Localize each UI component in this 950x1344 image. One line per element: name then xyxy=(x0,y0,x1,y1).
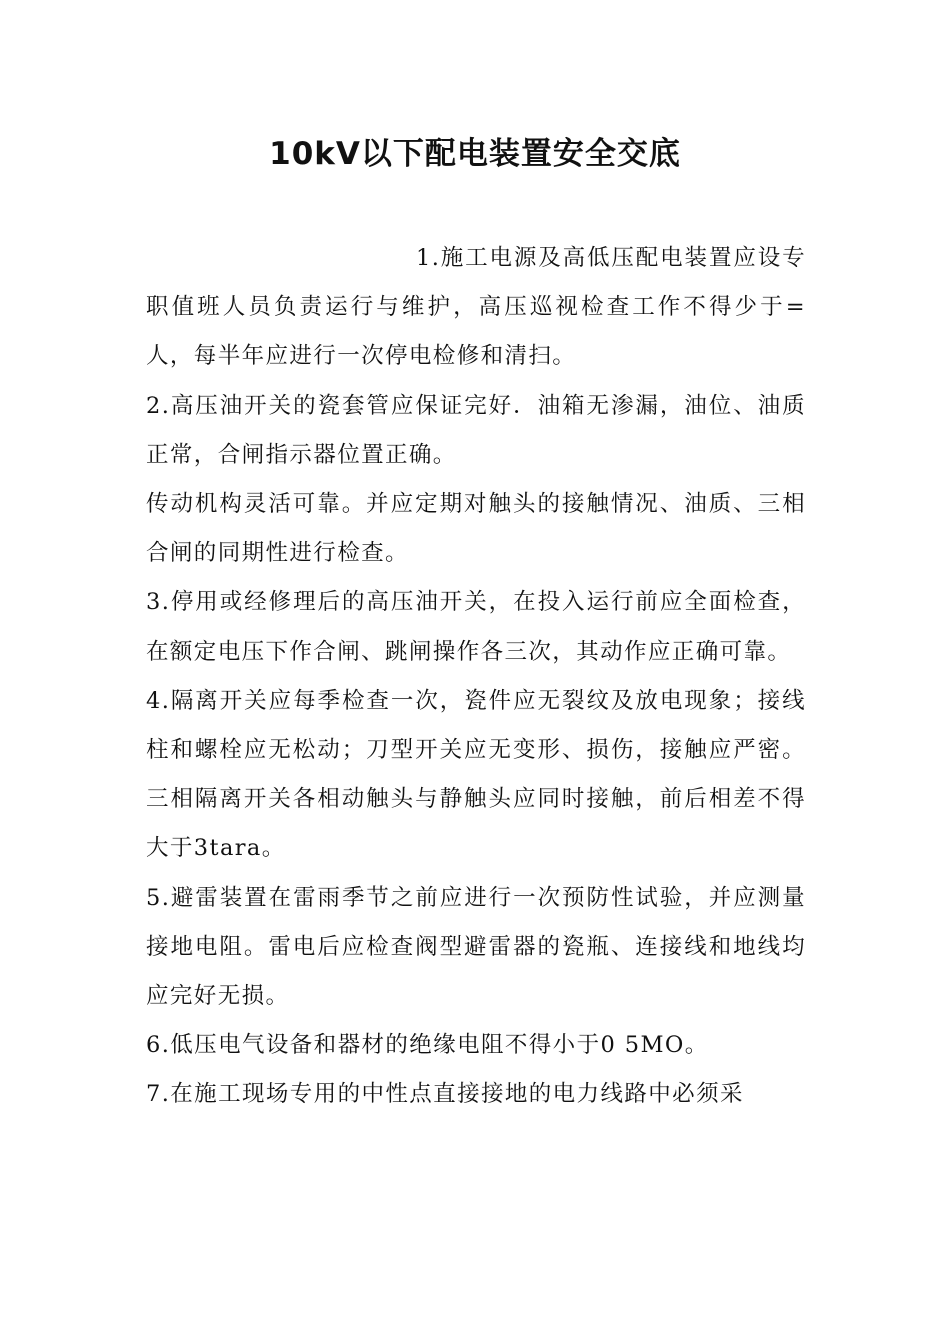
paragraph-2: 2.高压油开关的瓷套管应保证完好．油箱无渗漏，油位、油质正常，合闸指示器位置正确。 xyxy=(146,392,806,468)
paragraph-7: 6.低压电气设备和器材的绝缘电阻不得小于0 5MO。 xyxy=(146,1032,709,1059)
paragraph-1: 1.施工电源及高低压配电装置应设专职值班人员负责运行与维护，高压巡视检查工作不得少于=人，每半年应进行一次停电检修和清扫。 xyxy=(146,245,806,370)
document-body xyxy=(146,234,806,1120)
paragraph-3: 传动机构灵活可靠。并应定期对触头的接触情况、油质、三相合闸的同期性进行检查。 xyxy=(146,491,806,567)
page-title: 10kV以下配电装置安全交底 xyxy=(269,136,681,172)
paragraph-4: 3.停用或经修理后的高压油开关，在投入运行前应全面检查，在额定电压下作合闸、跳闸操作各三次，其动作应正确可靠。 xyxy=(146,589,806,665)
paragraph-8: 7.在施工现场专用的中性点直接接地的电力线路中必须采 xyxy=(146,1081,744,1108)
paragraph-6: 5.避雷装置在雷雨季节之前应进行一次预防性试验，并应测量接地电阻。雷电后应检查阀型避雷器的瓷瓶、连接线和地线均应完好无损。 xyxy=(146,884,806,1010)
paragraph-5: 4.隔离开关应每季检查一次，瓷件应无裂纹及放电现象；接线柱和螺栓应无松动；刀型开关应无变形、损伤，接触应严密。三相隔离开关各相动触头与静触头应同时接触，前后相差不得大于3tara。 xyxy=(146,687,806,862)
